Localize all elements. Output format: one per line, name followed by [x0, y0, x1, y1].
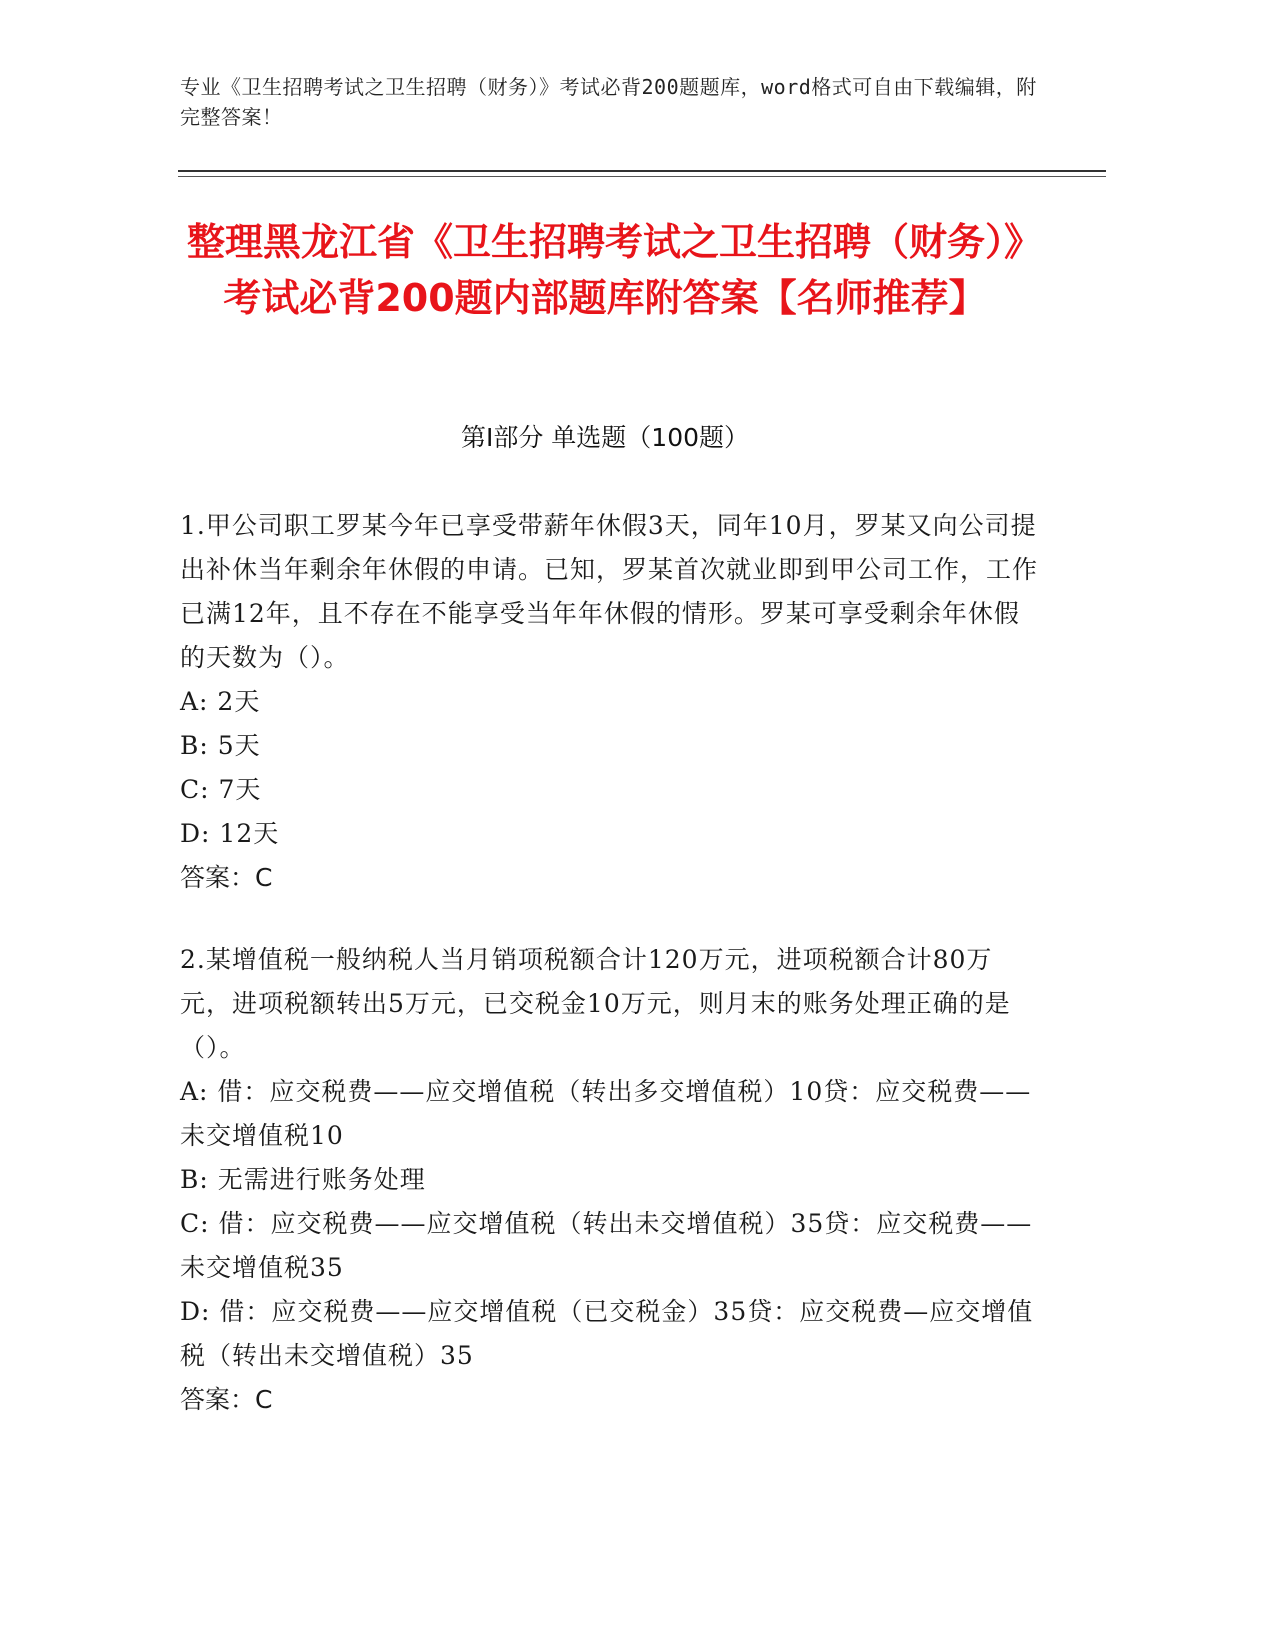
- question-2: [180, 938, 1040, 1422]
- question-1: [180, 504, 1040, 900]
- option-a: A: 借：应交税费——应交增值税（转出多交增值税）10贷：应交税费——未交增值税10: [180, 1077, 1032, 1150]
- option-b: B: 5天: [180, 731, 261, 760]
- document-header-note: 专业《卫生招聘考试之卫生招聘（财务）》考试必背200题题库，word格式可自由下载编辑，附完整答案！: [180, 75, 1037, 129]
- option-c: C: 借：应交税费——应交增值税（转出未交增值税）35贷：应交税费——未交增值税35: [180, 1209, 1033, 1282]
- header-divider-thick: [178, 170, 1106, 172]
- header-divider-thin: [178, 176, 1106, 177]
- option-d: D: 借：应交税费——应交增值税（已交税金）35贷：应交税费—应交增值税（转出未交增值税）35: [180, 1297, 1034, 1370]
- document-title: 整理黑龙江省《卫生招聘考试之卫生招聘（财务）》考试必背200题内部题库附答案【名师推荐】: [186, 220, 1023, 320]
- option-a: A: 2天: [180, 687, 261, 716]
- option-b: B: 无需进行账务处理: [180, 1165, 426, 1194]
- answer-line: 答案：C: [180, 1385, 273, 1414]
- question-stem: 2.某增值税一般纳税人当月销项税额合计120万元，进项税额合计80万元，进项税额转出5万元，已交税金10万元，则月末的账务处理正确的是（）。: [180, 945, 1011, 1062]
- option-c: C: 7天: [180, 775, 262, 804]
- section-heading: 第I部分 单选题（100题）: [460, 423, 750, 452]
- option-d: D: 12天: [180, 819, 280, 848]
- answer-line: 答案：C: [180, 863, 273, 892]
- question-stem: 1.甲公司职工罗某今年已享受带薪年休假3天，同年10月，罗某又向公司提出补休当年剩余年休假的申请。已知，罗某首次就业即到甲公司工作，工作已满12年，且不存在不能享受当年年休假的情形。罗某可享受剩余年休假的天数为（）。: [180, 511, 1039, 672]
